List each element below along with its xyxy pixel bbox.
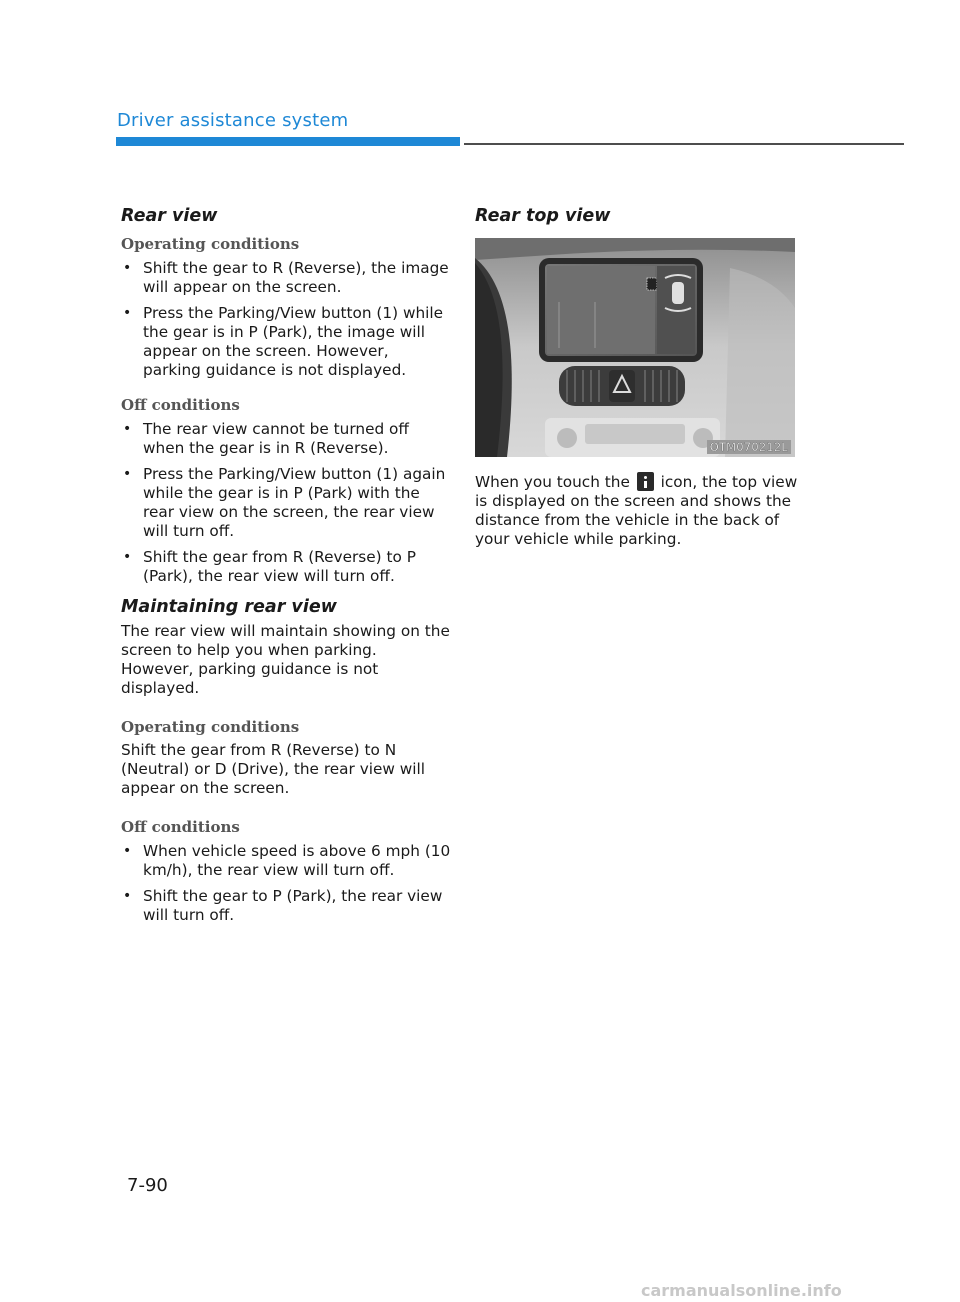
list-item: • Shift the gear to R (Reverse), the image will appear on the screen.	[121, 259, 451, 297]
list-item: • When vehicle speed is above 6 mph (10 km/h), the rear view will turn off.	[121, 842, 451, 880]
header-bar-rule	[464, 143, 904, 145]
list-item: • Shift the gear from R (Reverse) to P (Park), the rear view will turn off.	[121, 548, 451, 586]
rear-top-view-heading: Rear top view	[475, 206, 611, 226]
dashboard-illustration	[475, 238, 795, 457]
maintaining-off-list	[121, 842, 451, 925]
rear-view-operating-heading: Operating conditions	[121, 235, 300, 253]
rear-view-off-heading: Off conditions	[121, 396, 240, 414]
maintaining-intro: The rear view will maintain showing on the screen to help you when parking. However, parking guidance is not displayed.	[121, 622, 450, 697]
header-bar-accent	[116, 137, 460, 146]
right-column	[475, 206, 805, 549]
maintaining-heading: Maintaining rear view	[121, 597, 337, 617]
maintaining-operating-text: Shift the gear from R (Reverse) to N (Neutral) or D (Drive), the rear view will appear on the screen.	[121, 741, 426, 797]
watermark: carmanualsonline.info	[641, 1281, 842, 1300]
image-code-label: OTM070212L	[707, 440, 791, 454]
description-text-after: icon, the top view is displayed on the screen and shows the distance from the vehicle in the back of your vehicle while parking.	[475, 473, 798, 548]
rear-view-off-list	[121, 420, 451, 586]
description-text-before: When you touch the	[475, 473, 630, 491]
top-view-description	[475, 472, 805, 549]
rear-view-operating-list	[121, 259, 451, 380]
rear-view-heading: Rear view	[121, 206, 218, 226]
maintaining-operating-heading: Operating conditions	[121, 718, 300, 736]
section-title: Driver assistance system	[117, 110, 349, 131]
list-item: • The rear view cannot be turned off when the gear is in R (Reverse).	[121, 420, 451, 458]
top-view-icon	[637, 472, 654, 491]
list-item: • Shift the gear to P (Park), the rear view will turn off.	[121, 887, 451, 925]
list-item: • Press the Parking/View button (1) while the gear is in P (Park), the image will appear on the screen. However, parking guidance is not displayed.	[121, 304, 451, 380]
list-item: • Press the Parking/View button (1) again while the gear is in P (Park) with the rear view on the screen, the rear view will turn off.	[121, 465, 451, 541]
left-column	[121, 206, 451, 932]
page-number: 7-90	[127, 1175, 168, 1196]
maintaining-off-heading: Off conditions	[121, 818, 240, 836]
dashboard-photo	[475, 238, 795, 457]
